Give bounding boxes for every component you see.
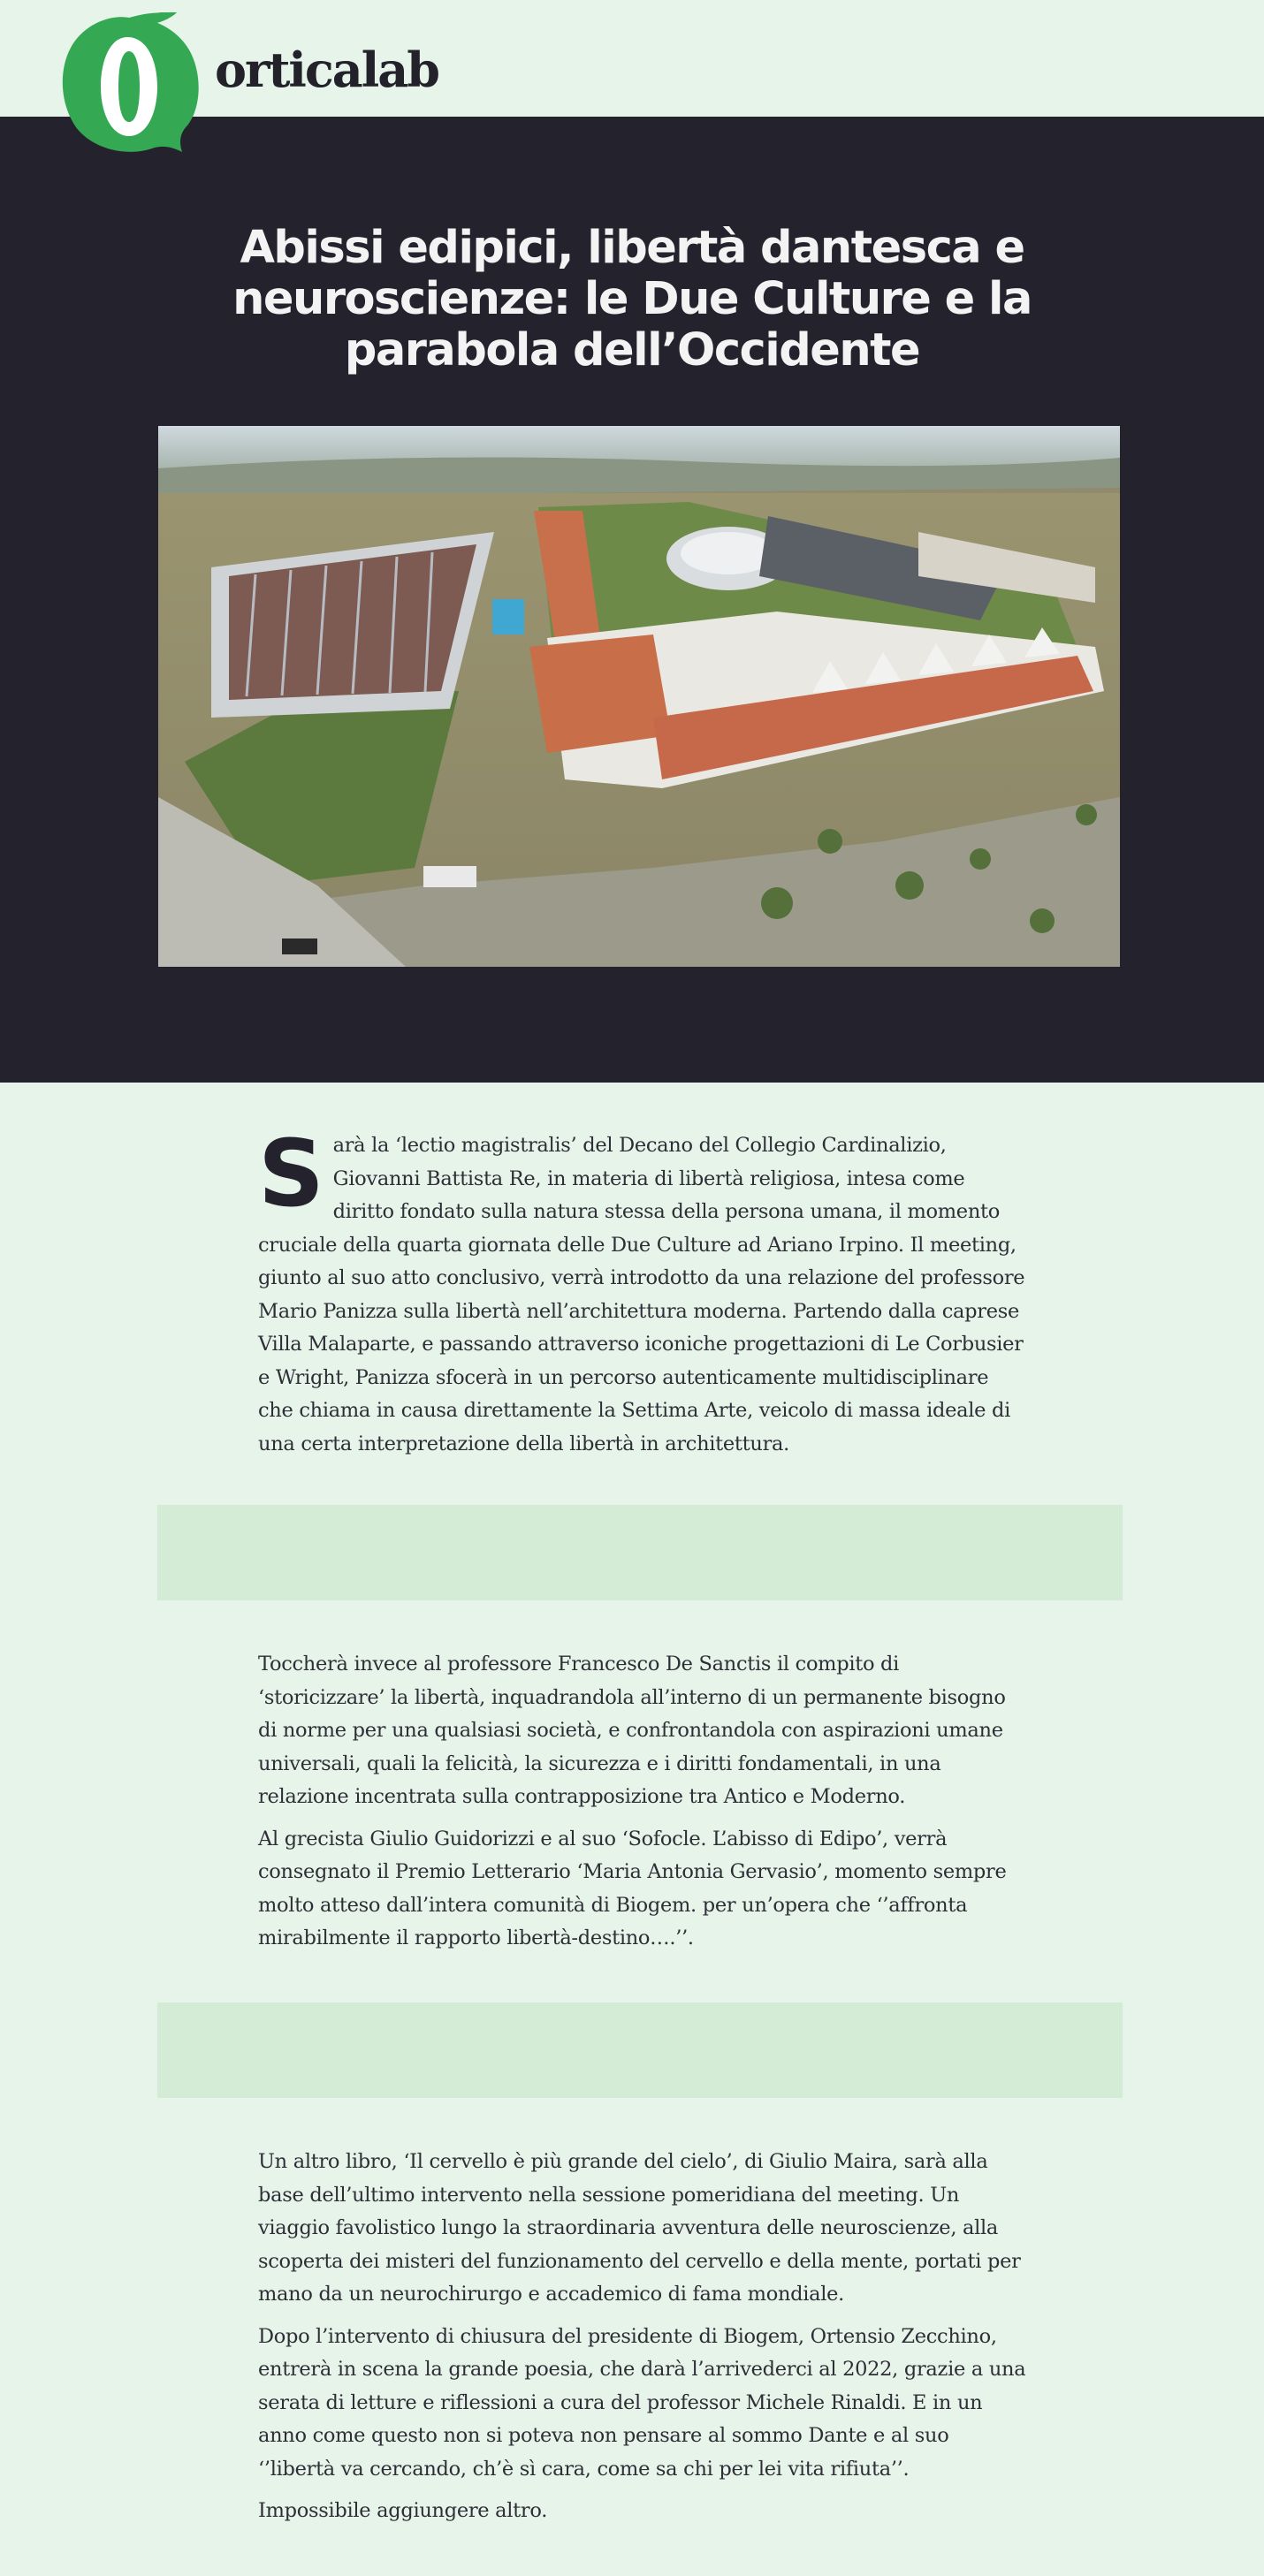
article-body-part-1 xyxy=(258,1120,1027,1470)
paragraph-2: Toccherà invece al professore Francesco De Sanctis il compito di ‘storicizzare’ la libertà, inquadrandola all’interno di un permanente bisogno di norme per una qualsiasi società, e confrontandola con aspirazioni umane universali, quali la felicità, la sicurezza e i diritti fondamentali, in una relazione incentrata sulla contrapposizione tra Antico e Moderno. xyxy=(258,1653,1006,1808)
paragraph-3: Al grecista Giulio Guidorizzi e al suo ‘Sofocle. L’abisso di Edipo’, verrà consegnato il Premio Letterario ‘Maria Antonia Gervasio’, momento sempre molto atteso dall’intera comunità di Biogem. per un’opera che ‘’affronta mirabilmente il rapporto libertà-destino….’’. xyxy=(258,1827,1007,1949)
drop-cap: S xyxy=(258,1120,324,1227)
paragraph-1-text: arà la ‘lectio magistralis’ del Decano del Collegio Cardinalizio, Giovanni Battista Re, in materia di libertà religiosa, intesa come diritto fondato sulla natura stessa della persona umana, il momento cruciale della quarta giornata delle Due Culture ad Ariano Irpino. Il meeting, giunto al suo atto conclusivo, verrà introdotto da una relazione del professore Mario Panizza sulla libertà nell’architettura moderna. Partendo dalla caprese Villa Malaparte, e passando attraverso iconiche progettazioni di Le Corbusier e Wright, Panizza sfocerà in un percorso autenticamente multidisciplinare che chiama in causa direttamente la Settima Arte, veicolo di massa ideale di una certa interpretazione della libertà in architettura. xyxy=(258,1134,1025,1455)
aerial-photo-biogem-campus xyxy=(158,426,1120,967)
ad-placeholder-2 xyxy=(157,2002,1123,2098)
brand-wordmark[interactable]: orticalab xyxy=(215,42,439,98)
ad-placeholder-1 xyxy=(157,1505,1123,1600)
orticalab-leaf-logo-icon[interactable] xyxy=(57,12,202,157)
article-title: Abissi edipici, libertà dantesca e neuroscienze: le Due Culture e la parabola dell’Occidente xyxy=(232,222,1032,376)
paragraph-6: Impossibile aggiungere altro. xyxy=(258,2499,548,2522)
paragraph-5: Dopo l’intervento di chiusura del presidente di Biogem, Ortensio Zecchino, entrerà in scena la grande poesia, che darà l’arrivederci al 2022, grazie a una serata di letture e riflessioni a cura del professor Michele Rinaldi. E in un anno come questo non si poteva non pensare al sommo Dante e al suo ‘’libertà va cercando, ch’è sì cara, come sa chi per lei vita rifiuta’’. xyxy=(258,2324,1026,2481)
paragraph-4: Un altro libro, ‘Il cervello è più grande del cielo’, di Giulio Maira, sarà alla base dell’ultimo intervento nella sessione pomeridiana del meeting. Un viaggio favolistico lungo la straordinaria avventura delle neuroscienze, alla scoperta dei misteri del funzionamento del cervello e della mente, portati per mano da un neurochirurgo e accademico di fama mondiale. xyxy=(258,2150,1021,2306)
article-body-part-3 xyxy=(258,2146,1027,2537)
article-body-part-2 xyxy=(258,1648,1027,1964)
paragraph-1 xyxy=(258,1120,1027,1461)
